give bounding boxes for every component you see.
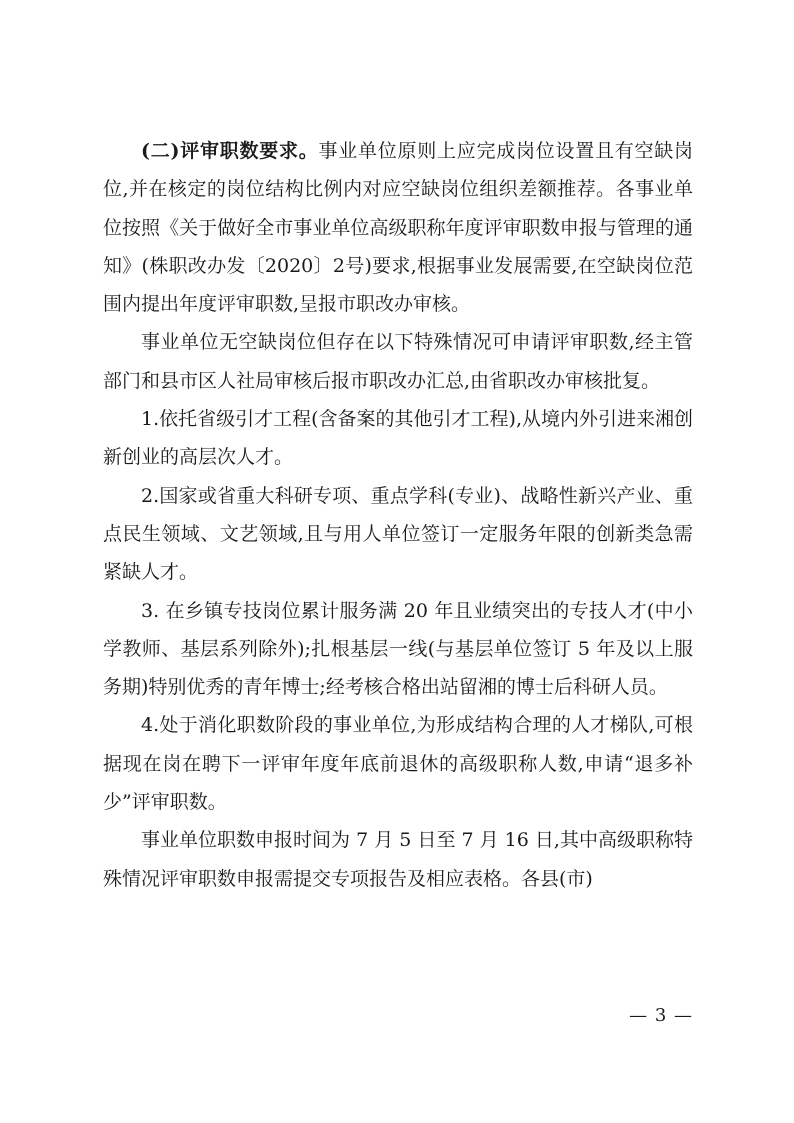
paragraph-item-4 (103, 706, 693, 821)
paragraph-text: 事业单位无空缺岗位但存在以下特殊情况可申请评审职数,经主管部门和县市区人社局审核后报市职改办汇总,由省职改办审核批复。 (103, 331, 693, 392)
document-body (103, 132, 693, 898)
paragraph-application-timeline (103, 821, 693, 898)
paragraph-item-3 (103, 592, 693, 707)
paragraph-text: 事业单位原则上应完成岗位设置且有空缺岗位,并在核定的岗位结构比例内对应空缺岗位组织差额推荐。各事业单位按照《关于做好全市事业单位高级职称年度评审职数申报与管理的通知》(株职改办发〔2020〕2号)要求,根据事业发展需要,在空缺岗位范围内提出年度评审职数,呈报市职改办审核。 (103, 140, 693, 316)
paragraph-special-cases-intro (103, 323, 693, 400)
paragraph-review-quota-requirements (103, 132, 693, 323)
paragraph-text: 4.处于消化职数阶段的事业单位,为形成结构合理的人才梯队,可根据现在岗在聘下一评审年度年底前退休的高级职称人数,申请“退多补少”评审职数。 (103, 714, 693, 814)
page-number: — 3 — (629, 1005, 693, 1026)
paragraph-item-2 (103, 477, 693, 592)
paragraph-text: 2.国家或省重大科研专项、重点学科(专业)、战略性新兴产业、重点民生领域、文艺领域,且与用人单位签订一定服务年限的创新类急需紧缺人才。 (103, 484, 693, 584)
section-heading: (二)评审职数要求。 (141, 140, 319, 162)
paragraph-item-1 (103, 400, 693, 477)
paragraph-text: 3. 在乡镇专技岗位累计服务满 20 年且业绩突出的专技人才(中小学教师、基层系列除外);扎根基层一线(与基层单位签订 5 年及以上服务期)特别优秀的青年博士;经考核合格出站留湘的博士后科研人员。 (103, 599, 693, 699)
paragraph-text: 1.依托省级引才工程(含备案的其他引才工程),从境内外引进来湘创新创业的高层次人才。 (103, 408, 693, 469)
paragraph-text: 事业单位职数申报时间为 7 月 5 日至 7 月 16 日,其中高级职称特殊情况评审职数申报需提交专项报告及相应表格。各县(市) (103, 829, 693, 890)
